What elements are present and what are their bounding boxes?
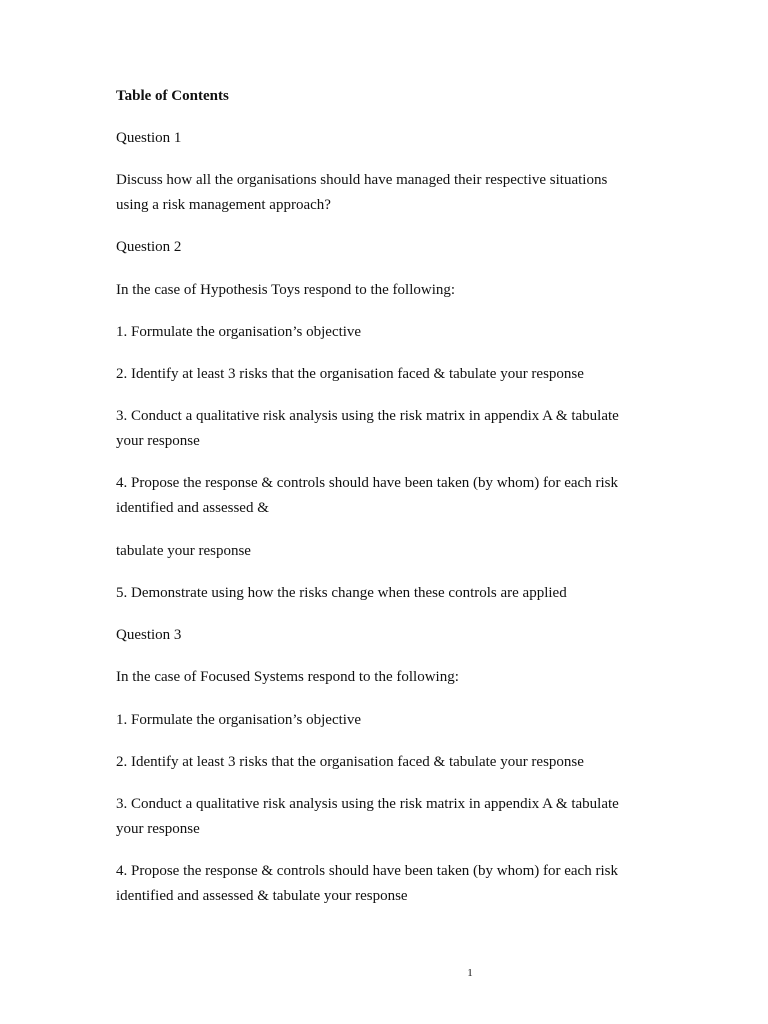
question-2-item-4-line-3: tabulate your response — [116, 543, 251, 559]
question-3-item-4-line-2: identified and assessed & tabulate your response — [116, 888, 408, 904]
question-3-intro: In the case of Focused Systems respond to the following: — [116, 669, 459, 685]
question-2-intro: In the case of Hypothesis Toys respond to the following: — [116, 282, 456, 298]
question-3-item-3-line-2: your response — [116, 821, 200, 837]
page-number: 1 — [467, 967, 473, 979]
question-3-item-2: 2. Identify at least 3 risks that the organisation faced & tabulate your response — [116, 754, 584, 770]
question-3-item-1: 1. Formulate the organisation’s objective — [116, 712, 362, 728]
question-2-item-4-line-2: identified and assessed & — [116, 500, 269, 516]
question-3-item-3-line-1: 3. Conduct a qualitative risk analysis using the risk matrix in appendix A & tabulate — [116, 796, 619, 812]
question-2-item-3-line-2: your response — [116, 433, 200, 449]
question-2-item-4-line-1: 4. Propose the response & controls should have been taken (by whom) for each risk — [116, 475, 618, 491]
question-2-heading: Question 2 — [116, 239, 182, 255]
question-3-item-4-line-1: 4. Propose the response & controls should have been taken (by whom) for each risk — [116, 863, 618, 879]
question-3-heading: Question 3 — [116, 627, 182, 643]
question-2-item-3-line-1: 3. Conduct a qualitative risk analysis using the risk matrix in appendix A & tabulate — [116, 408, 619, 424]
question-1-text-line-2: using a risk management approach? — [116, 197, 331, 213]
toc-heading: Table of Contents — [116, 88, 229, 104]
question-2-item-5: 5. Demonstrate using how the risks change when these controls are applied — [116, 585, 567, 601]
question-2-item-1: 1. Formulate the organisation’s objective — [116, 324, 362, 340]
question-1-text-line-1: Discuss how all the organisations should have managed their respective situations — [116, 172, 608, 188]
question-2-item-2: 2. Identify at least 3 risks that the organisation faced & tabulate your response — [116, 366, 584, 382]
question-1-heading: Question 1 — [116, 130, 182, 146]
